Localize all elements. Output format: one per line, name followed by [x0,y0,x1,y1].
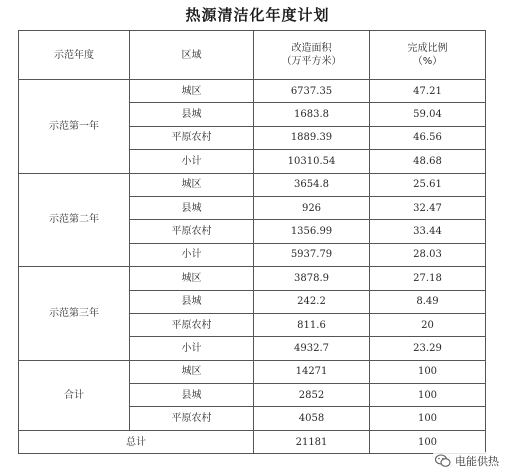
group-year-cell: 合计 [19,360,130,430]
header-year: 示范年度 [19,31,130,80]
value-cell: 4058 [254,407,370,430]
ratio-cell: 20 [370,313,486,336]
table-title: 热源清洁化年度计划 [185,6,330,24]
value-cell: 242.2 [254,290,370,313]
total-value-cell: 21181 [254,430,370,453]
table-row [19,173,486,196]
group-year-cell: 示范第三年 [19,267,130,361]
total-ratio-cell: 100 [370,430,486,453]
value-cell: 14271 [254,360,370,383]
table-row [19,80,486,103]
value-cell: 5937.79 [254,243,370,266]
value-cell: 811.6 [254,313,370,336]
ratio-cell: 46.56 [370,126,486,149]
header-renovation-label: 改造面积 [291,43,332,54]
total-row [19,430,486,453]
ratio-cell: 100 [370,360,486,383]
header-renovation-area [254,31,370,80]
value-cell: 926 [254,196,370,219]
heat-source-plan-table [18,30,486,454]
area-cell: 城区 [130,267,254,290]
header-row [19,31,486,80]
ratio-cell: 100 [370,384,486,407]
area-cell: 县城 [130,290,254,313]
area-cell: 平原农村 [130,407,254,430]
watermark-text: 电能供热 [455,455,499,468]
value-cell: 3878.9 [254,267,370,290]
header-ratio-unit: （%） [412,56,443,67]
header-area: 区域 [130,31,254,80]
ratio-cell: 100 [370,407,486,430]
ratio-cell: 47.21 [370,80,486,103]
value-cell: 2852 [254,384,370,407]
area-cell: 城区 [130,360,254,383]
value-cell: 10310.54 [254,150,370,173]
group-year-cell: 示范第二年 [19,173,130,267]
area-cell: 县城 [130,103,254,126]
area-cell: 平原农村 [130,220,254,243]
area-cell: 县城 [130,196,254,219]
ratio-cell: 28.03 [370,243,486,266]
ratio-cell: 59.04 [370,103,486,126]
ratio-cell: 32.47 [370,196,486,219]
area-cell: 城区 [130,173,254,196]
area-cell: 小计 [130,337,254,360]
header-ratio [370,31,486,80]
value-cell: 1356.99 [254,220,370,243]
wechat-icon [435,454,451,468]
value-cell: 1683.8 [254,103,370,126]
area-cell: 平原农村 [130,313,254,336]
ratio-cell: 8.49 [370,290,486,313]
value-cell: 6737.35 [254,80,370,103]
area-cell: 小计 [130,243,254,266]
ratio-cell: 33.44 [370,220,486,243]
area-cell: 小计 [130,150,254,173]
group-year-cell: 示范第一年 [19,80,130,174]
total-label-cell: 总计 [19,430,254,453]
table-row [19,267,486,290]
area-cell: 平原农村 [130,126,254,149]
area-cell: 城区 [130,80,254,103]
header-ratio-label: 完成比例 [407,43,448,54]
ratio-cell: 23.29 [370,337,486,360]
ratio-cell: 25.61 [370,173,486,196]
value-cell: 3654.8 [254,173,370,196]
header-renovation-unit: （万平方米） [281,56,342,67]
table-row [19,360,486,383]
watermark [433,452,501,470]
ratio-cell: 27.18 [370,267,486,290]
value-cell: 1889.39 [254,126,370,149]
area-cell: 县城 [130,384,254,407]
value-cell: 4932.7 [254,337,370,360]
ratio-cell: 48.68 [370,150,486,173]
